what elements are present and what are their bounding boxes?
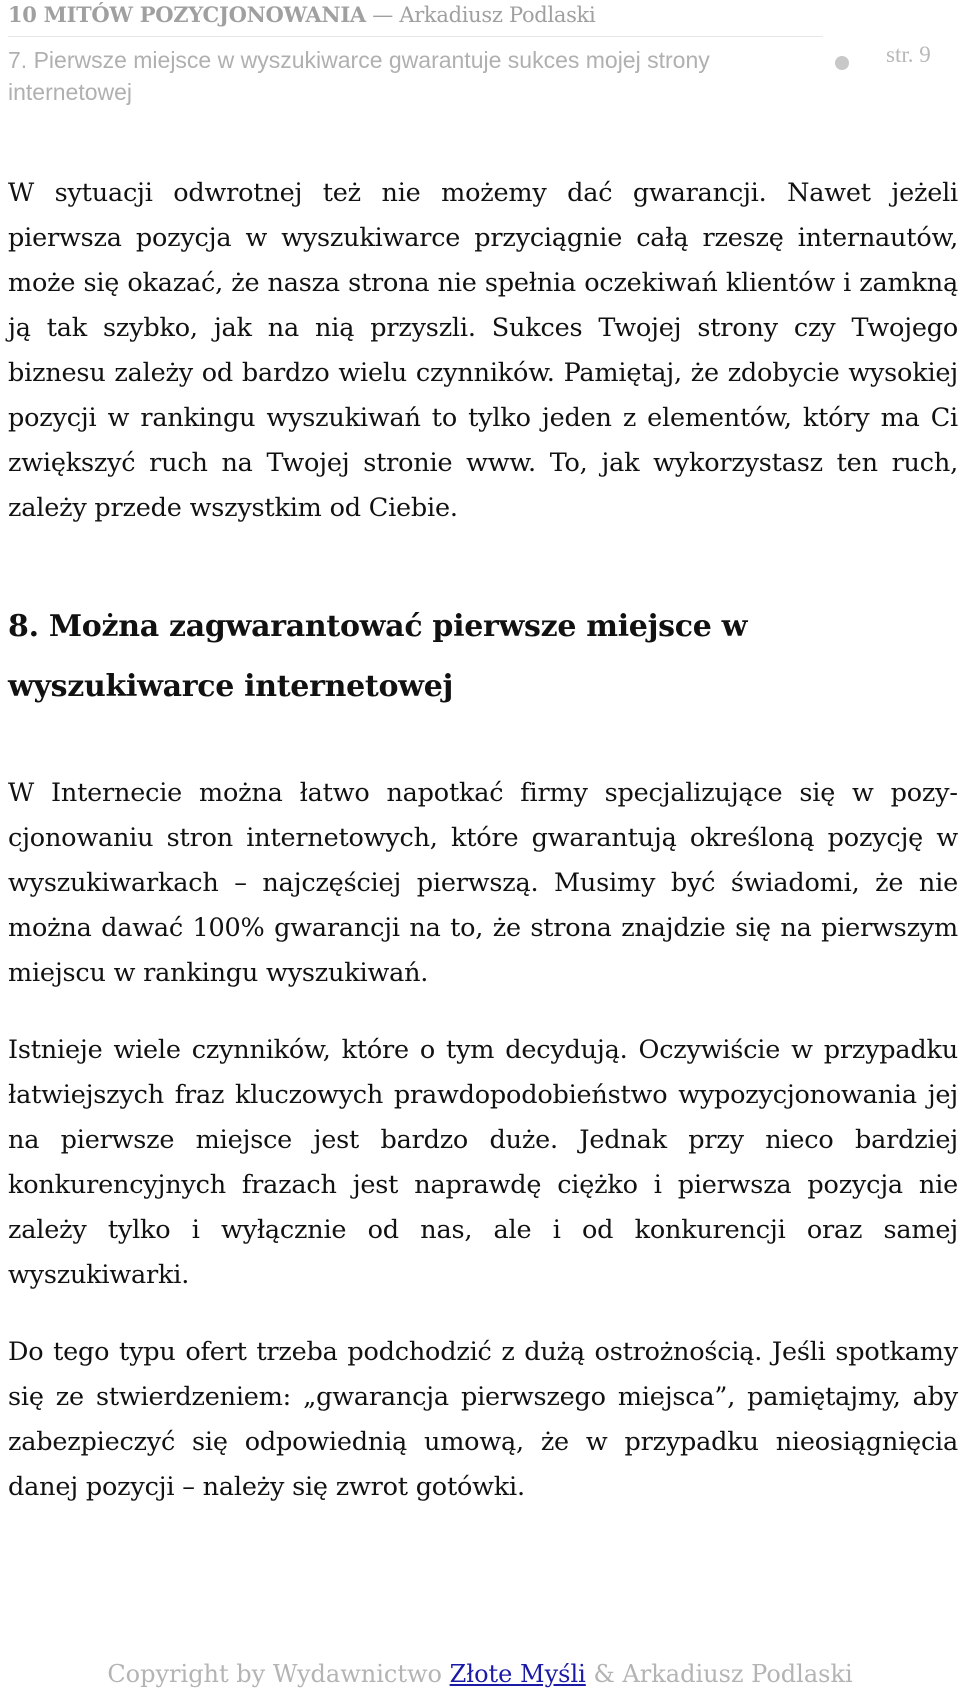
page-number: str. 9: [886, 42, 931, 67]
footer-suffix: & Arkadiusz Podlaski: [593, 1660, 853, 1688]
chapter-title: 7. Pierwsze miejsce w wyszukiwarce gwarantuje sukces mojej strony internetowej: [8, 47, 710, 105]
bullet-dot-icon: [835, 56, 849, 70]
section-heading: 8. Można zagwarantować pierwsze miejsce w wyszukiwarce internetowej: [8, 609, 748, 704]
paragraph-1: W sytuacji odwrotnej też nie możemy dać gwarancji. Nawet jeżeli pierwsza pozycja w wyszukiwarce przyciągnie całą rzeszę internautów, może się okazać, że nasza strona nie spełnia oczekiwań klientów i zamkną ją tak szybko, jak na nią przyszli. Sukces Twojej strony czy Twojego biznesu zależy od bardzo wielu czynników. Pamiętaj, że zdobycie wysokiej pozycji w rankingu wyszukiwań to tylko jeden z elementów, który ma Ci zwiększyć ruch na Twojej stronie www. To, jak wykorzystasz ten ruch, zależy przede wszystkim od Ciebie.: [8, 178, 958, 523]
copyright-footer: [0, 1660, 960, 1688]
footer-prefix: Copyright by Wydawnictwo: [107, 1660, 442, 1688]
header-author: Arkadiusz Podlaski: [399, 3, 596, 27]
book-title: 10 MITÓW POZYCJONOWANIA: [8, 2, 366, 27]
paragraph-4: Do tego typu ofert trzeba podchodzić z dużą ostrożnością. Jeśli spotkamy się ze stwierdzeniem: „gwarancja pierwszego miejsca”, pamiętajmy, aby zabezpieczyć się odpowiednią umową, że w przypadku nieosiągnięcia danej pozycji – należy się zwrot gotówki.: [8, 1337, 958, 1502]
publisher-link[interactable]: Złote Myśli: [449, 1660, 586, 1688]
header-divider: [8, 36, 823, 37]
running-header: [8, 2, 595, 27]
paragraph-2: W Internecie można łatwo napotkać firmy specjalizujące się w pozycjonowaniu stron internetowych, które gwarantują określoną pozycję w wyszukiwarkach – najczęściej pierwszą. Musimy być świadomi, że nie można dawać 100% gwarancji na to, że strona znajdzie się na pierwszym miejscu w rankingu wyszukiwań.: [8, 778, 958, 988]
header-separator: —: [372, 3, 393, 27]
paragraph-3: Istnieje wiele czynników, które o tym decydują. Oczywiście w przypadku łatwiejszych fraz kluczowych prawdopodobieństwo wypozycjonowania jej na pierwsze miejsce jest bardzo duże. Jednak przy nieco bardziej konkurencyjnych frazach jest naprawdę ciężko i pierwsza pozycja nie zależy tylko i wyłącznie od nas, ale i od konkurencji oraz samej wyszukiwarki.: [8, 1035, 958, 1290]
